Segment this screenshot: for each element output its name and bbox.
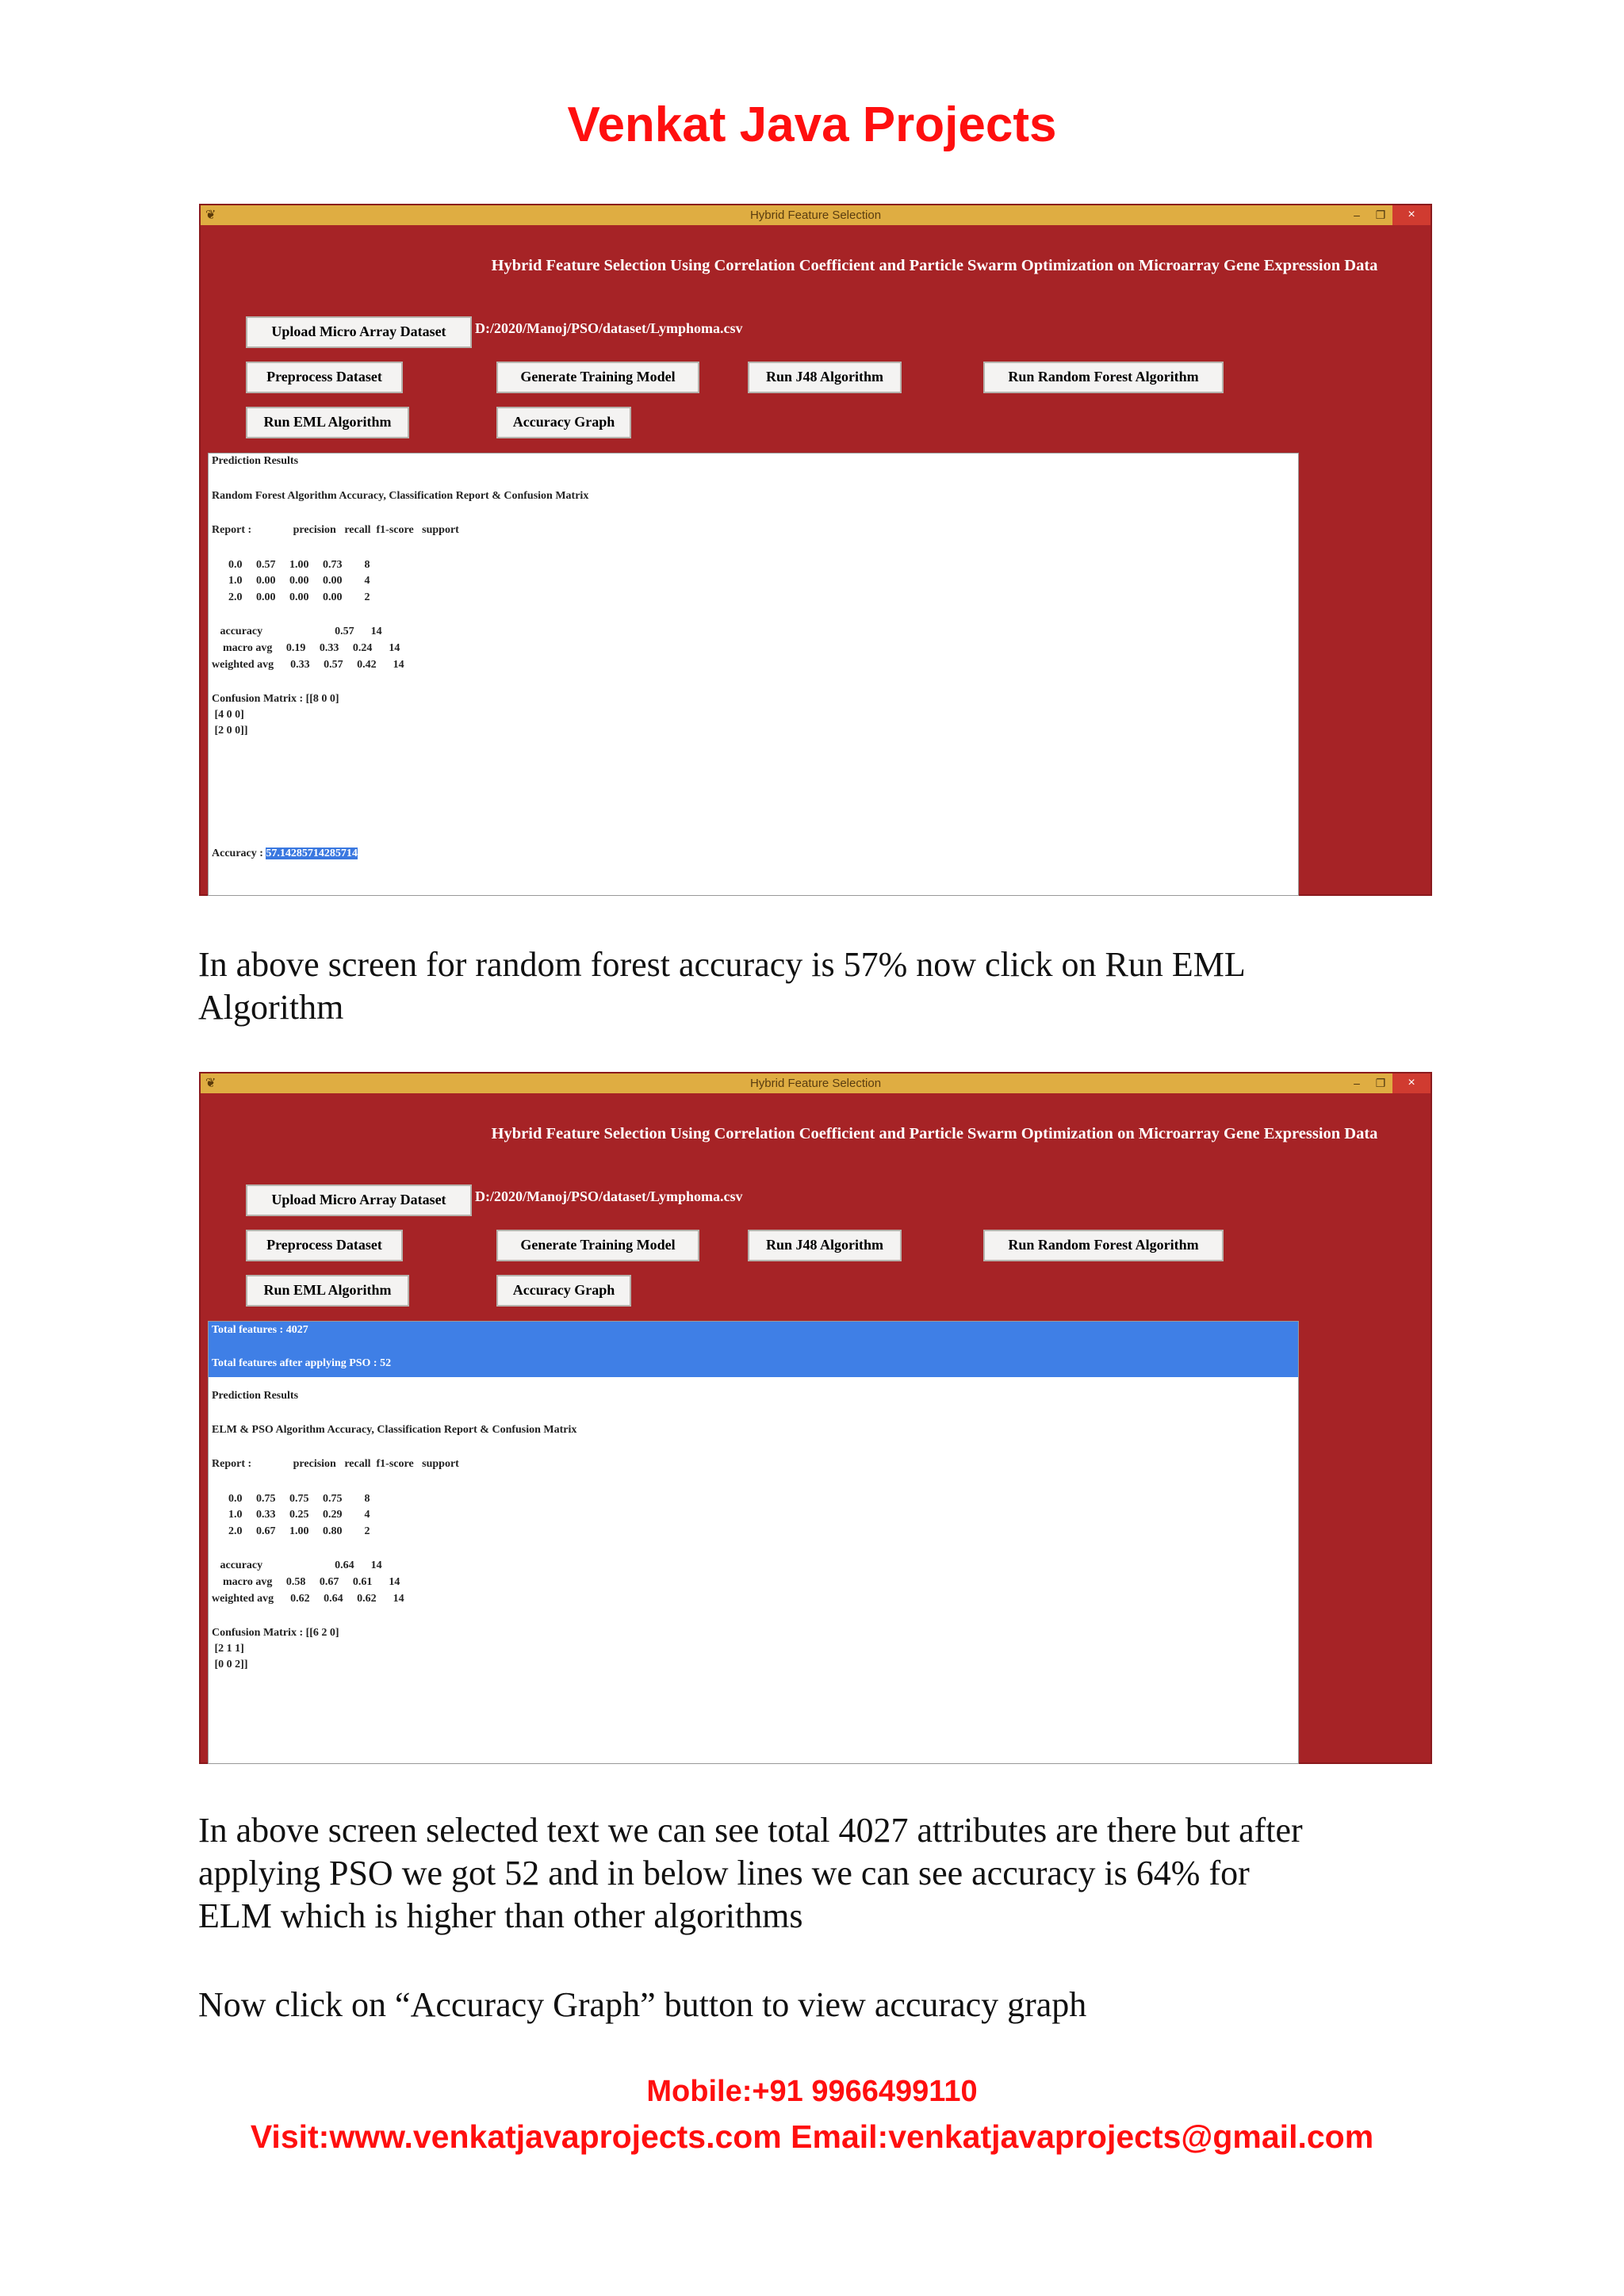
run-random-forest-button[interactable]: Run Random Forest Algorithm: [983, 1230, 1224, 1261]
footer-mobile: Mobile:+91 9966499110: [646, 2075, 978, 2108]
result-line: Prediction Results: [212, 1390, 299, 1402]
preprocess-dataset-button[interactable]: Preprocess Dataset: [246, 1230, 403, 1261]
selected-text-highlight: [209, 1322, 1298, 1377]
upload-dataset-button[interactable]: Upload Micro Array Dataset: [246, 316, 472, 348]
footer-contact: Visit:www.venkatjavaprojects.com Email:venkatjavaprojects@gmail.com: [250, 2118, 1374, 2155]
result-line: accuracy 0.57 14: [212, 626, 382, 637]
window-title: Hybrid Feature Selection: [749, 209, 882, 222]
close-button[interactable]: ×: [1392, 205, 1431, 225]
run-eml-button[interactable]: Run EML Algorithm: [246, 407, 409, 438]
result-line: weighted avg 0.62 0.64 0.62 14: [212, 1593, 404, 1605]
dataset-path-label: D:/2020/Manoj/PSO/dataset/Lymphoma.csv: [475, 1188, 743, 1204]
paragraph-line: In above screen for random forest accuracy is 57% now click on Run EML: [198, 945, 1246, 984]
result-line: Confusion Matrix : [[6 2 0]: [212, 1627, 339, 1639]
paragraph-line: Algorithm: [198, 988, 344, 1027]
result-line: 2.0 0.00 0.00 0.00 2: [212, 591, 370, 603]
minimize-button[interactable]: –: [1354, 209, 1360, 221]
close-button[interactable]: ×: [1392, 1073, 1431, 1093]
result-line: 1.0 0.33 0.25 0.29 4: [212, 1509, 370, 1521]
paragraph-line: applying PSO we got 52 and in below lines we can see accuracy is 64% for: [198, 1854, 1250, 1892]
result-line: ELM & PSO Algorithm Accuracy, Classification Report & Confusion Matrix: [212, 1424, 577, 1436]
window-title: Hybrid Feature Selection: [749, 1077, 882, 1090]
result-line: weighted avg 0.33 0.57 0.42 14: [212, 659, 404, 671]
result-line: macro avg 0.19 0.33 0.24 14: [212, 642, 400, 654]
app-heading: Hybrid Feature Selection Using Correlation Coefficient and Particle Swarm Optimization on Microarray Gene Expression Data: [491, 257, 1378, 274]
paragraph-line: ELM which is higher than other algorithms: [198, 1896, 803, 1935]
result-line: 0.0 0.75 0.75 0.75 8: [212, 1493, 370, 1505]
accuracy-graph-button[interactable]: Accuracy Graph: [496, 407, 631, 438]
result-line: Confusion Matrix : [[8 0 0]: [212, 693, 339, 705]
result-line: [2 0 0]]: [212, 725, 248, 737]
feather-icon: ❦: [205, 209, 216, 222]
page-title: Venkat Java Projects: [567, 98, 1057, 152]
prediction-results-textarea[interactable]: [208, 1321, 1299, 1764]
result-line: Random Forest Algorithm Accuracy, Classification Report & Confusion Matrix: [212, 490, 589, 502]
app-window-1: [199, 204, 1432, 896]
accuracy-line: [212, 848, 358, 860]
accuracy-graph-button[interactable]: Accuracy Graph: [496, 1275, 631, 1307]
title-bar: [201, 1073, 1431, 1093]
result-line: [2 1 1]: [212, 1643, 244, 1655]
restore-button[interactable]: ❐: [1375, 1077, 1386, 1089]
dataset-path-label: D:/2020/Manoj/PSO/dataset/Lymphoma.csv: [475, 320, 743, 336]
accuracy-value: 57.14285714285714: [266, 848, 358, 859]
run-j48-button[interactable]: Run J48 Algorithm: [748, 1230, 902, 1261]
result-line: 2.0 0.67 1.00 0.80 2: [212, 1525, 370, 1537]
title-bar: [201, 205, 1431, 225]
accuracy-label: Accuracy :: [212, 848, 266, 859]
result-line: Total features : 4027: [212, 1324, 308, 1336]
run-eml-button[interactable]: Run EML Algorithm: [246, 1275, 409, 1307]
generate-training-model-button[interactable]: Generate Training Model: [496, 1230, 699, 1261]
paragraph-1: [198, 943, 1435, 1029]
upload-dataset-button[interactable]: Upload Micro Array Dataset: [246, 1184, 472, 1216]
result-line: Prediction Results: [212, 455, 299, 467]
result-line: Report : precision recall f1-score support: [212, 524, 459, 536]
app-window-2: [199, 1072, 1432, 1764]
run-j48-button[interactable]: Run J48 Algorithm: [748, 362, 902, 393]
generate-training-model-button[interactable]: Generate Training Model: [496, 362, 699, 393]
preprocess-dataset-button[interactable]: Preprocess Dataset: [246, 362, 403, 393]
minimize-button[interactable]: –: [1354, 1077, 1360, 1089]
paragraph-line: In above screen selected text we can see total 4027 attributes are there but after: [198, 1811, 1303, 1850]
feather-icon: ❦: [205, 1077, 216, 1090]
result-line: [4 0 0]: [212, 709, 244, 721]
result-line: [0 0 2]]: [212, 1659, 248, 1670]
result-line: Total features after applying PSO : 52: [212, 1357, 392, 1369]
result-line: Report : precision recall f1-score support: [212, 1458, 459, 1470]
restore-button[interactable]: ❐: [1375, 209, 1386, 221]
prediction-results-textarea[interactable]: [208, 453, 1299, 896]
paragraph-3: Now click on “Accuracy Graph” button to view accuracy graph: [198, 1985, 1087, 2024]
result-line: macro avg 0.58 0.67 0.61 14: [212, 1576, 400, 1588]
run-random-forest-button[interactable]: Run Random Forest Algorithm: [983, 362, 1224, 393]
result-line: 1.0 0.00 0.00 0.00 4: [212, 575, 370, 587]
result-line: accuracy 0.64 14: [212, 1559, 382, 1571]
paragraph-2: [198, 1809, 1435, 1938]
app-heading: Hybrid Feature Selection Using Correlation Coefficient and Particle Swarm Optimization on Microarray Gene Expression Data: [491, 1125, 1378, 1142]
result-line: 0.0 0.57 1.00 0.73 8: [212, 559, 370, 571]
